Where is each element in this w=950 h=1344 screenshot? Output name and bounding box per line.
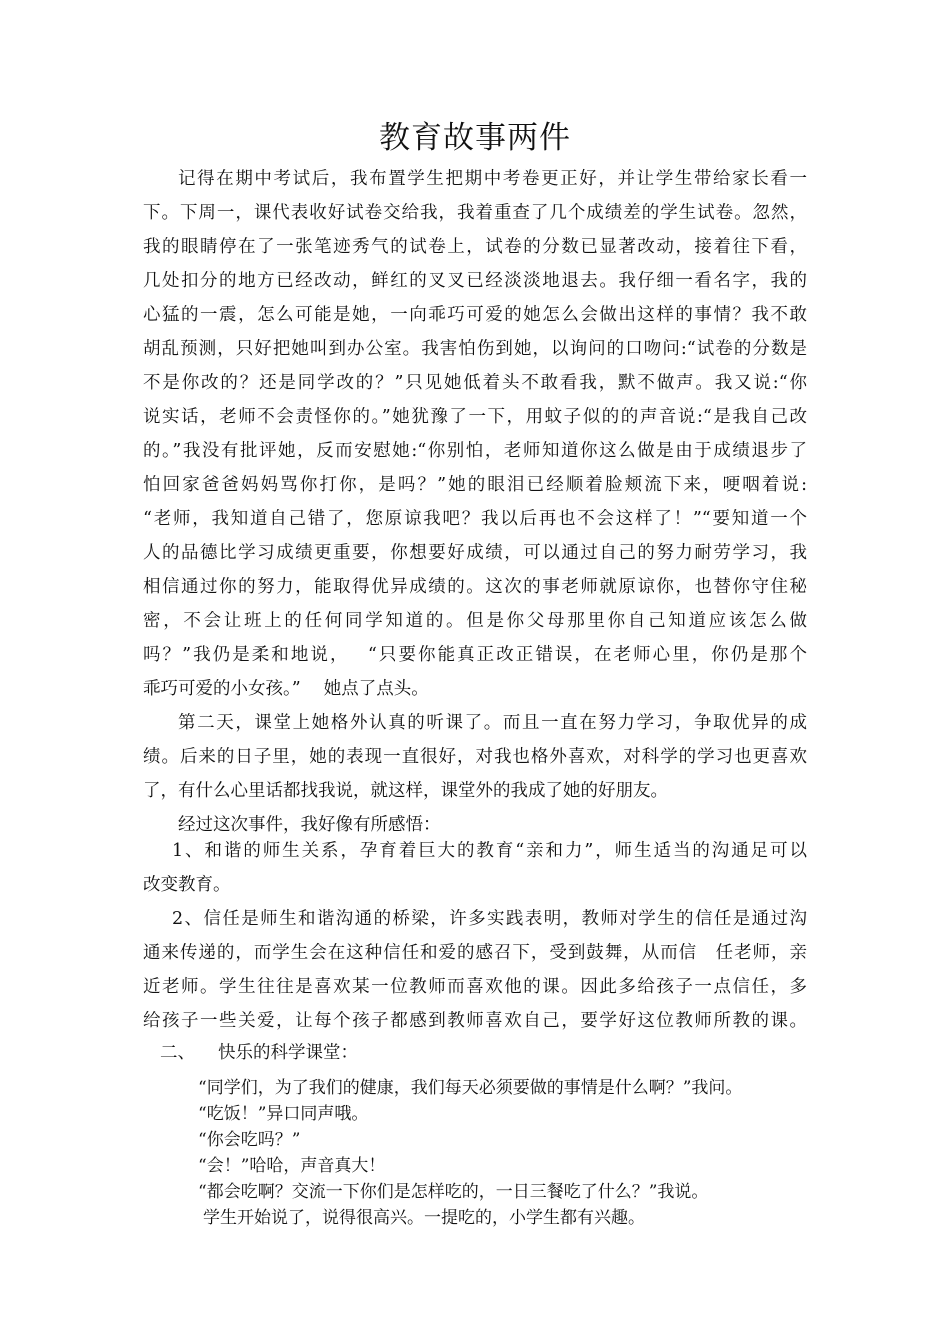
story1-line-8: 说实话，老师不会责怪你的。”她犹豫了一下，用蚊子似的的声音说:“是我自己改 (143, 407, 807, 427)
story1-line-6: 胡乱预测，只好把她叫到办公室。我害怕伤到她，以询问的口吻问:“试卷的分数是 (143, 339, 807, 359)
document-title: 教育故事两件 (379, 120, 571, 156)
story1-line-12: 人的品德比学习成绩更重要，你想要好成绩，可以通过自己的努力耐劳学习，我 (143, 543, 807, 563)
story1-para2-line-3: 了，有什么心里话都找我说，就这样，课堂外的我成了她的好朋友。 (143, 781, 668, 801)
point2-line-4: 给孩子一些关爱，让每个孩子都感到教师喜欢自己，要学好这位教师所教的课。 (143, 1011, 807, 1031)
point1-line-1: 1、和谐的师生关系，孕育着巨大的教育“亲和力”，师生适当的沟通足可以 (172, 841, 807, 861)
point2-line-3: 近老师。学生往往是喜欢某一位教师而喜欢他的课。因此多给孩子一点信任，多 (143, 977, 807, 997)
story1-line-3: 我的眼睛停在了一张笔迹秀气的试卷上，试卷的分数已显著改动，接着往下看， (143, 237, 807, 257)
story1-line-16: 乖巧可爱的小女孩。” 她点了点头。 (143, 679, 429, 699)
dialogue-line-2: “吃饭！”异口同声哦。 (198, 1104, 369, 1124)
dialogue-line-3: “你会吃吗？” (198, 1130, 301, 1150)
point1-line-2: 改变教育。 (143, 875, 231, 895)
story1-para2-line-1: 第二天，课堂上她格外认真的听课了。而且一直在努力学习，争取优异的成 (178, 713, 807, 733)
story1-line-4: 几处扣分的地方已经改动，鲜红的叉叉已经淡淡地退去。我仔细一看名字，我的 (143, 271, 807, 291)
dialogue-line-5: “都会吃啊？交流一下你们是怎样吃的，一日三餐吃了什么？”我说。 (198, 1182, 709, 1202)
dialogue-line-1: “同学们，为了我们的健康，我们每天必须要做的事情是什么啊？”我问。 (198, 1078, 743, 1098)
dialogue-line-6: 学生开始说了，说得很高兴。一提吃的，小学生都有兴趣。 (203, 1208, 645, 1228)
section-two-number: 二、 (160, 1043, 195, 1063)
story1-line-15: 吗？”我仍是柔和地说， “只要你能真正改正错误，在老师心里，你仍是那个 (143, 645, 807, 665)
story1-line-11: “老师，我知道自己错了，您原谅我吧？我以后再也不会这样了！”“要知道一个 (143, 509, 807, 529)
story1-line-9: 的。”我没有批评她，反而安慰她:“你别怕，老师知道你这么做是由于成绩退步了 (143, 441, 807, 461)
reflection-intro: 经过这次事件，我好像有所感悟： (178, 815, 441, 835)
dialogue-line-4: “会！”哈哈，声音真大！ (198, 1156, 386, 1176)
story1-line-5: 心猛的一震，怎么可能是她，一向乖巧可爱的她怎么会做出这样的事情？我不敢 (143, 305, 807, 325)
story1-line-13: 相信通过你的努力，能取得优异成绩的。这次的事老师就原谅你，也替你守住秘 (143, 577, 807, 597)
story1-line-1: 记得在期中考试后，我布置学生把期中考卷更正好，并让学生带给家长看一 (178, 169, 807, 189)
story1-line-7: 不是你改的？还是同学改的？”只见她低着头不敢看我，默不做声。我又说:“你 (143, 373, 807, 393)
story1-line-14: 密，不会让班上的任何同学知道的。但是你父母那里你自己知道应该怎么做 (143, 611, 807, 631)
point2-line-1: 2、信任是师生和谐沟通的桥梁，许多实践表明，教师对学生的信任是通过沟 (172, 909, 807, 929)
point2-line-2: 通来传递的，而学生会在这种信任和爱的感召下，受到鼓舞，从而信 任老师，亲 (143, 943, 807, 963)
section-two-heading: 快乐的科学课堂： (218, 1043, 358, 1063)
story1-line-2: 下。下周一，课代表收好试卷交给我，我着重查了几个成绩差的学生试卷。忽然， (143, 203, 807, 223)
story1-para2-line-2: 绩。后来的日子里，她的表现一直很好，对我也格外喜欢，对科学的学习也更喜欢 (143, 747, 807, 767)
story1-line-10: 怕回家爸爸妈妈骂你打你，是吗？”她的眼泪已经顺着脸颊流下来，哽咽着说: (143, 475, 807, 495)
